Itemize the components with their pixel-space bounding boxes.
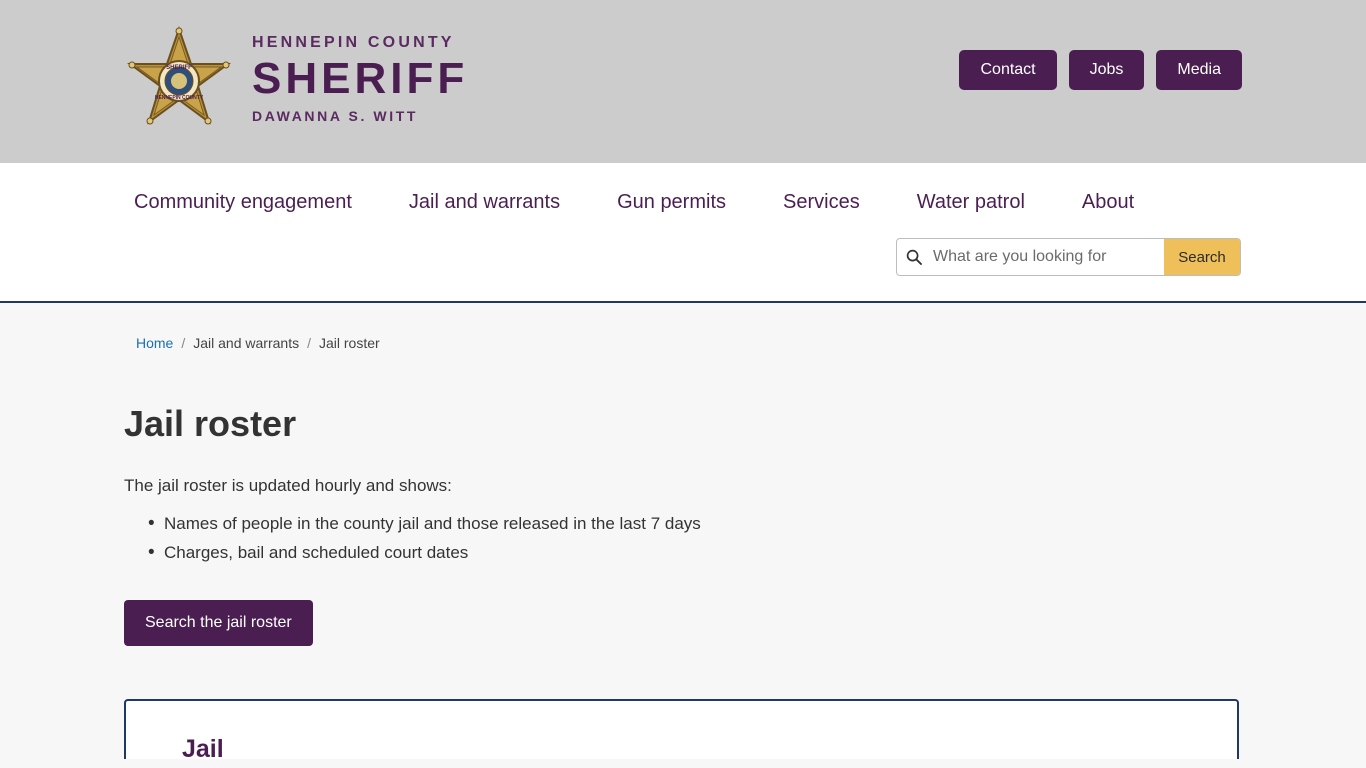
intro-text: The jail roster is updated hourly and shows: <box>124 476 452 495</box>
list-item: • Charges, bail and scheduled court dates <box>124 543 1366 563</box>
svg-text:HENNEPIN COUNTY: HENNEPIN COUNTY <box>154 95 204 101</box>
sheriff-star-badge-icon <box>124 24 234 134</box>
breadcrumb-separator: / <box>181 335 186 351</box>
breadcrumb-item-jail-roster: Jail roster <box>318 335 380 351</box>
nav-item-gun-permits[interactable]: Gun permits <box>617 191 727 213</box>
jail-panel <box>124 699 1239 759</box>
breadcrumb-separator: / <box>307 335 311 351</box>
nav-item-jail-and-warrants[interactable]: Jail and warrants <box>408 191 561 213</box>
contact-button[interactable]: Contact <box>959 50 1056 90</box>
nav-item-services[interactable]: Services <box>783 191 860 213</box>
page-title: Jail roster <box>124 403 297 444</box>
list-item: • Names of people in the county jail and those released in the last 7 days <box>124 514 1366 534</box>
nav-item-list <box>0 163 1366 214</box>
nav-item-water-patrol[interactable]: Water patrol <box>916 191 1025 213</box>
search-jail-roster-button[interactable]: Search the jail roster <box>124 600 313 646</box>
search-icon <box>897 249 931 265</box>
search-submit-button[interactable]: Search <box>1164 239 1240 275</box>
jobs-button[interactable]: Jobs <box>1069 50 1145 90</box>
header-button-group <box>959 50 1242 90</box>
main-navigation <box>0 163 1366 303</box>
breadcrumb-item-jail-and-warrants[interactable]: Jail and warrants <box>193 335 300 351</box>
brand-sheriff-label: SHERIFF <box>252 54 469 103</box>
search-input[interactable] <box>931 239 1164 275</box>
roster-info-list <box>0 514 1366 563</box>
breadcrumb-item-home[interactable]: Home <box>136 335 174 351</box>
media-button[interactable]: Media <box>1156 50 1242 90</box>
jail-panel-title: Jail <box>182 735 224 759</box>
site-branding[interactable] <box>124 24 468 134</box>
site-header <box>0 0 1366 163</box>
site-search <box>896 238 1241 276</box>
brand-sheriff-name: DAWANNA S. WITT <box>252 108 419 124</box>
main-content <box>0 303 1366 768</box>
nav-item-community-engagement[interactable]: Community engagement <box>134 191 352 213</box>
breadcrumb <box>0 335 1366 351</box>
nav-item-about[interactable]: About <box>1081 191 1135 213</box>
svg-text:SHERIFF: SHERIFF <box>166 65 192 71</box>
brand-county-label: HENNEPIN COUNTY <box>252 34 455 51</box>
